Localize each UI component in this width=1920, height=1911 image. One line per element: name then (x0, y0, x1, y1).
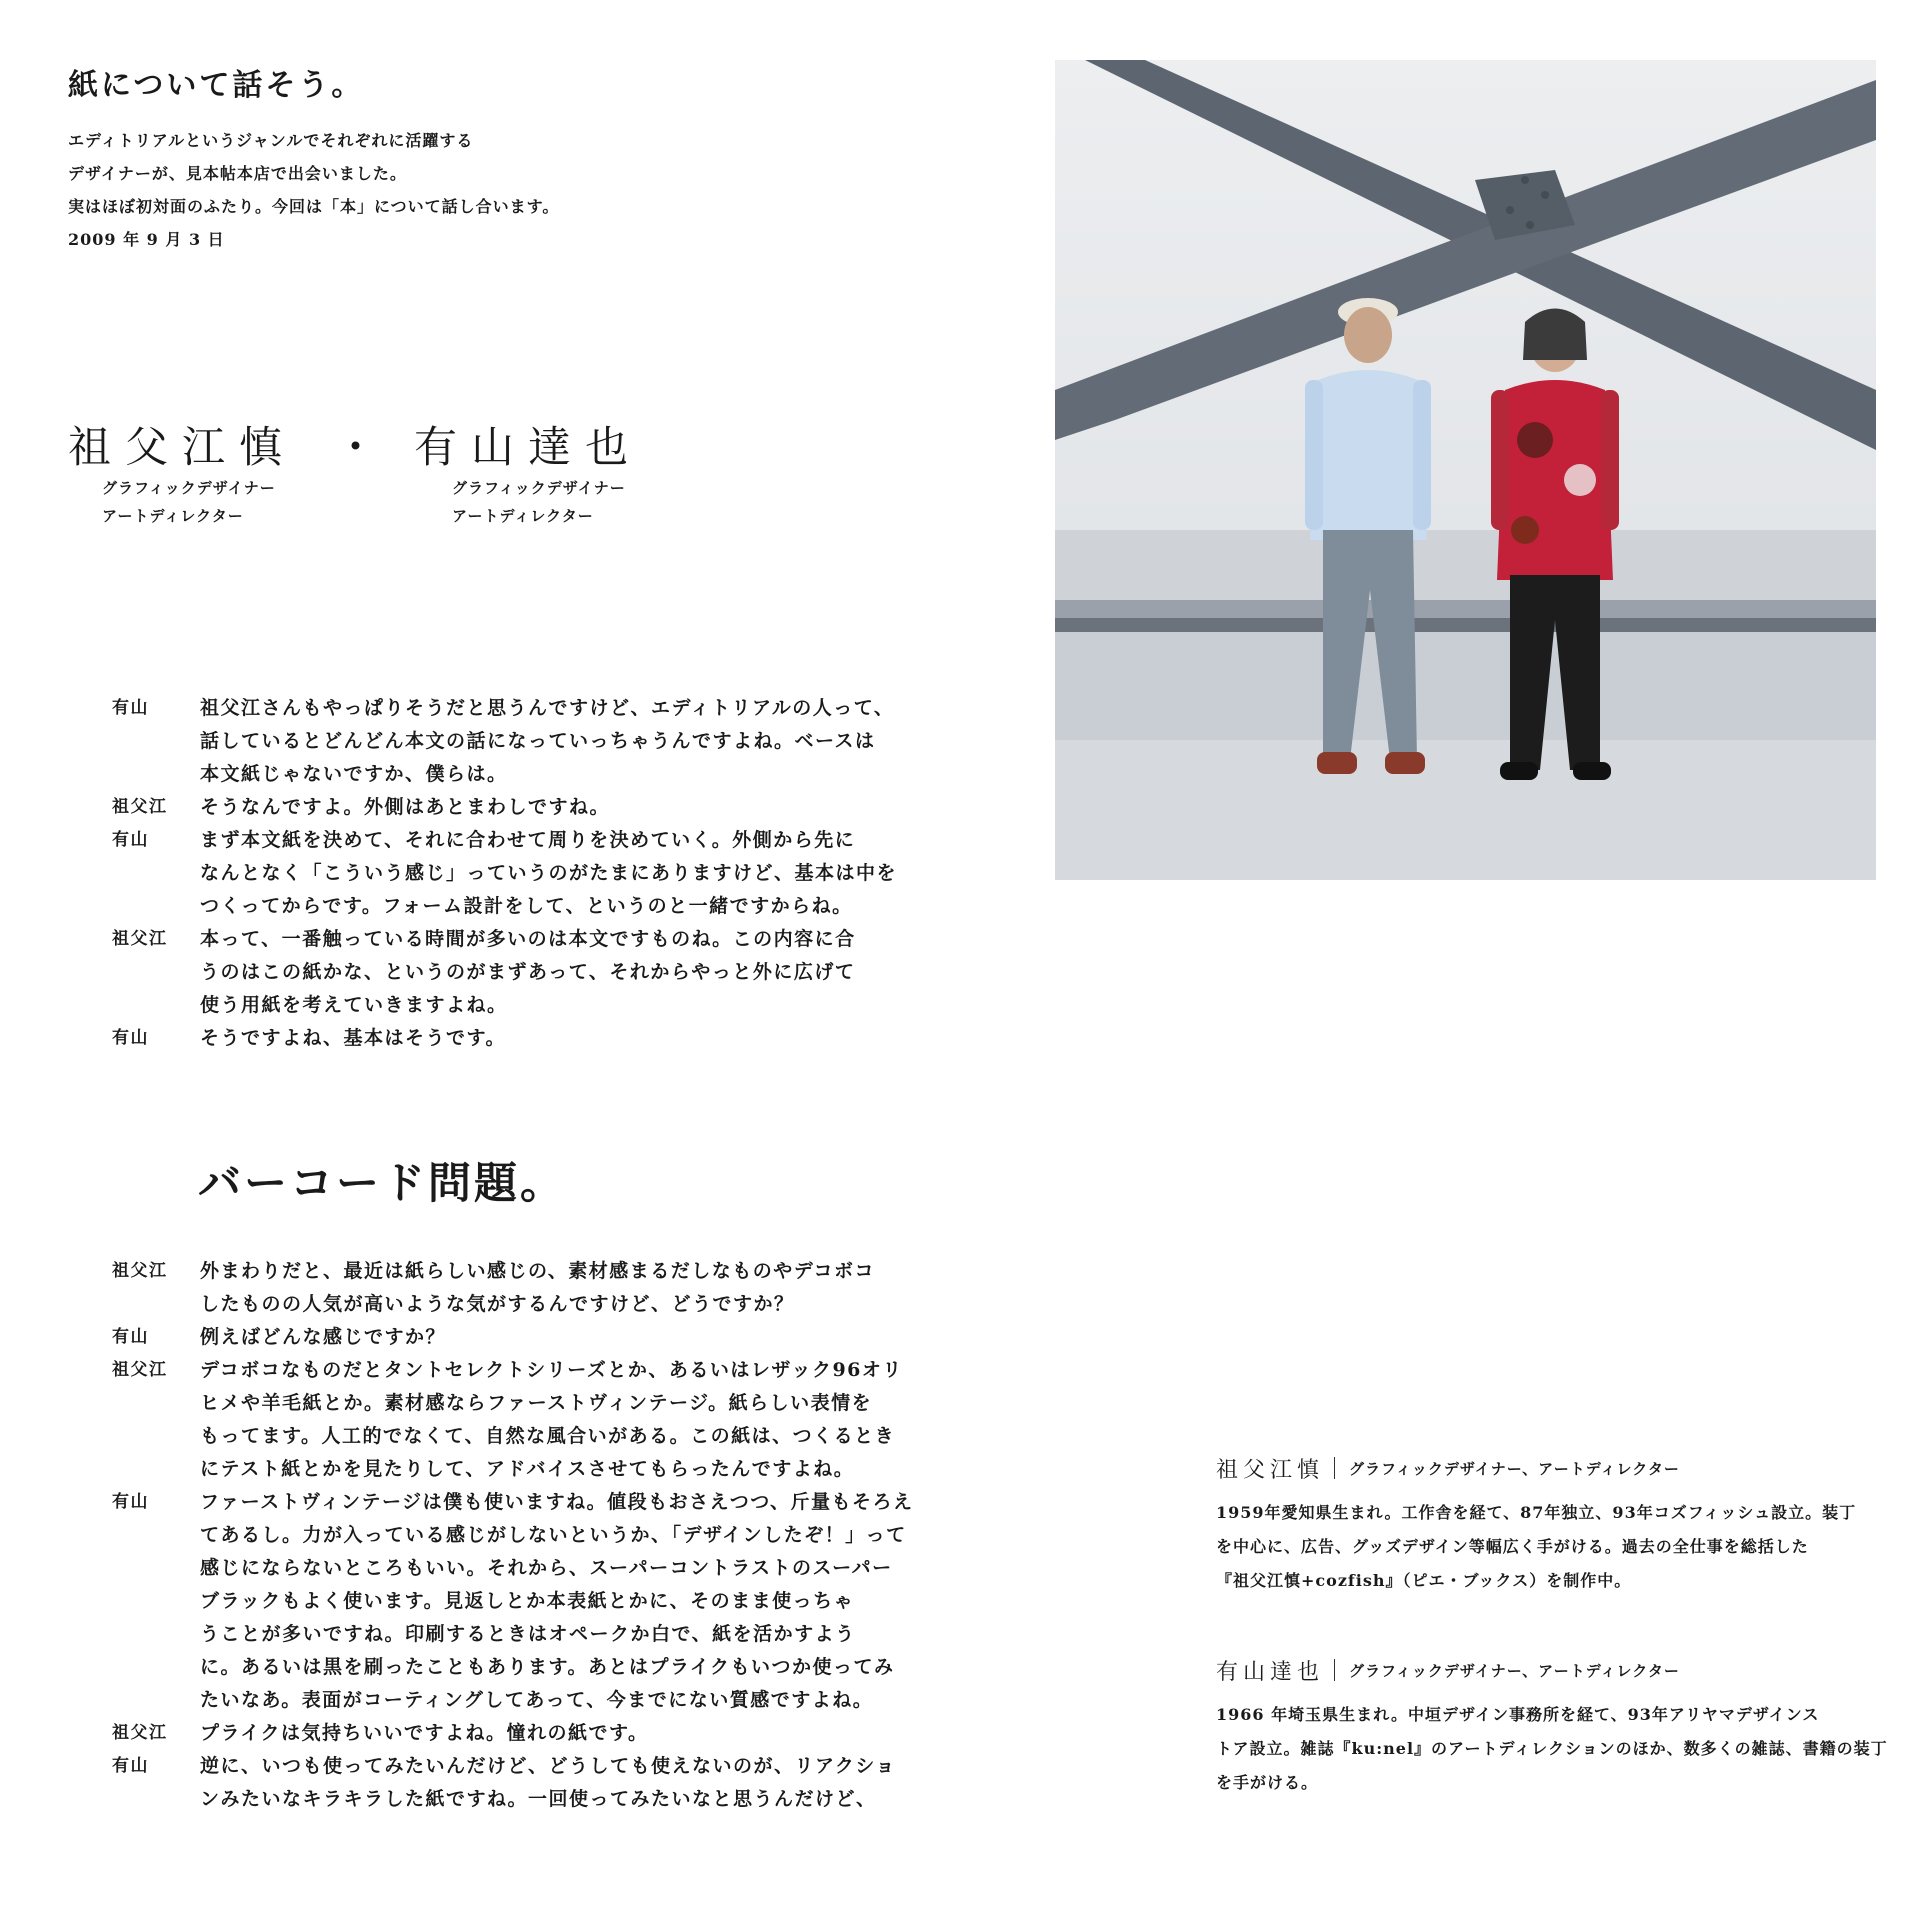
dialog-line (112, 1453, 902, 1486)
dialog-line (112, 1618, 902, 1651)
dialog-line (112, 1750, 902, 1783)
dialog-text: てあるし。力が入っている感じがしないというか、「デザインしたぞ！」って (200, 1524, 907, 1546)
dialog-line (112, 989, 902, 1022)
dialog-text: 本って、一番触っている時間が多いのは本文ですものね。この内容に合 (200, 928, 856, 950)
dialog-line (112, 824, 902, 857)
dialog-line (112, 1519, 907, 1552)
dialog-text: 祖父江さんもやっぱりそうだと思うんですけど、エディトリアルの人って、 (200, 697, 895, 719)
dialog-text: そうなんですよ。外側はあとまわしですね。 (200, 796, 611, 818)
dialog-line (112, 1585, 902, 1618)
profile-role: グラフィックデザイナー、アートディレクター (1349, 1661, 1680, 1680)
role-label: アートディレクター (102, 507, 244, 525)
profile-bio-line: トア設立。雑誌『ku:nel』のアートディレクションのほか、数多くの雑誌、書籍の装丁 (1216, 1739, 1888, 1758)
name-right: 有山達也 (414, 423, 642, 473)
dialog-line (112, 1321, 902, 1354)
roles-right (452, 474, 626, 530)
profile-divider (1334, 1457, 1335, 1479)
role-label: アートディレクター (452, 507, 594, 525)
intro-line: 実はほぼ初対面のふたり。今回は「本」について話し合います。 (68, 197, 560, 216)
dialog-line (112, 923, 902, 956)
profile-name: 祖父江慎 (1216, 1457, 1325, 1483)
profile-header (1216, 1450, 1870, 1486)
profile-bio-line: を手がける。 (1216, 1773, 1319, 1792)
roles-left (102, 474, 276, 530)
speaker-label: 祖父江 (112, 1261, 168, 1281)
dialog-section-1 (112, 692, 902, 1055)
speaker-label: 有山 (112, 1327, 149, 1347)
section-heading-barcode: バーコード問題。 (198, 1159, 566, 1209)
dialog-line (112, 1651, 902, 1684)
dialog-line (112, 1783, 902, 1816)
speaker-label: 有山 (112, 830, 149, 850)
dialog-text: 感じにならないところもいい。それから、スーパーコントラストのスーパー (200, 1557, 893, 1579)
dialog-text: 例えばどんな感じですか？ (200, 1326, 447, 1348)
dialog-text: つくってからです。フォーム設計をして、というのと一緒ですからね。 (200, 895, 853, 917)
profile-divider (1334, 1659, 1335, 1681)
intro-line: デザイナーが、見本帖本店で出会いました。 (68, 164, 407, 183)
dialog-line (112, 1486, 914, 1519)
intro-text (68, 124, 559, 256)
profile-role: グラフィックデザイナー、アートディレクター (1349, 1459, 1680, 1478)
dialog-line (112, 1255, 902, 1288)
dialog-section-2 (112, 1255, 914, 1816)
dialog-text: たいなあ。表面がコーティングしてあって、今までにない質感ですよね。 (200, 1689, 874, 1711)
dialog-text: なんとなく「こういう感じ」っていうのがたまにありますけど、基本は中を (200, 862, 898, 884)
speaker-label: 祖父江 (112, 797, 168, 817)
dialog-text: 使う用紙を考えていきますよね。 (200, 994, 508, 1016)
speaker-label: 祖父江 (112, 1360, 168, 1380)
dialog-line (112, 890, 902, 923)
intro-line: エディトリアルというジャンルでそれぞれに活躍する (68, 131, 474, 150)
dialog-text: 本文紙じゃないですか、僕らは。 (200, 763, 508, 785)
dialog-line (112, 1387, 902, 1420)
dialog-text: ンみたいなキラキラした紙ですね。一回使ってみたいなと思うんだけど、 (200, 1788, 877, 1810)
dialog-text: うのはこの紙かな、というのがまずあって、それからやっと外に広げて (200, 961, 856, 983)
dialog-line (112, 791, 902, 824)
dialog-line (112, 857, 902, 890)
dialog-text: したものの人気が高いような気がするんですけど、どうですか？ (200, 1293, 795, 1315)
portrait-photo (1055, 60, 1876, 880)
profile-bio-line: 1959年愛知県生まれ。工作舎を経て、87年独立、93年コズフィッシュ設立。装丁 (1216, 1503, 1857, 1522)
dialog-text: 逆に、いつも使ってみたいんだけど、どうしても使えないのが、リアクショ (200, 1755, 897, 1777)
speaker-label: 祖父江 (112, 929, 168, 949)
profile-bio-line: を中心に、広告、グッズデザイン等幅広く手がける。過去の全仕事を総括した (1216, 1537, 1809, 1556)
profile-bio-line: 『祖父江慎+cozfish』（ピエ・ブックス）を制作中。 (1216, 1571, 1632, 1590)
page-title: 紙について話そう。 (68, 68, 365, 103)
speaker-label: 有山 (112, 698, 149, 718)
dialog-line (112, 1354, 902, 1387)
dialog-text: ファーストヴィンテージは僕も使いますね。値段もおさえつつ、斤量もそろえ (200, 1491, 914, 1513)
speaker-label: 有山 (112, 1028, 149, 1048)
dialog-text: もってます。人工的でなくて、自然な風合いがある。この紙は、つくるとき (200, 1425, 896, 1447)
name-left: 祖父江慎 (68, 423, 296, 473)
profile-ariyama (1216, 1652, 1888, 1800)
dialog-text: デコボコなものだとタントセレクトシリーズとか、あるいはレザック96オリ (200, 1359, 903, 1381)
dialog-text: うことが多いですね。印刷するときはオペークか白で、紙を活かすよう (200, 1623, 856, 1645)
dialog-text: に。あるいは黒を刷ったこともあります。あとはプライクもいつか使ってみ (200, 1656, 895, 1678)
dialog-text: 話しているとどんどん本文の話になっていっちゃうんですよね。ベースは (200, 730, 876, 752)
profile-sobue (1216, 1450, 1870, 1598)
name-separator: ・ (334, 423, 377, 473)
dialog-text: 外まわりだと、最近は紙らしい感じの、素材感まるだしなものやデコボコ (200, 1260, 875, 1282)
dialog-text: ブラックもよく使います。見返しとか本表紙とかに、そのまま使っちゃ (200, 1590, 855, 1612)
dialog-text: プライクは気持ちいいですよね。憧れの紙です。 (200, 1722, 649, 1744)
dialog-line (112, 725, 902, 758)
role-label: グラフィックデザイナー (102, 479, 276, 497)
dialog-line (112, 758, 902, 791)
dialog-line (112, 956, 902, 989)
dialog-line (112, 1022, 902, 1055)
profile-header (1216, 1652, 1870, 1688)
speaker-label: 有山 (112, 1756, 149, 1776)
intro-date: 2009 年 9 月 3 日 (68, 230, 225, 249)
profile-bio (1216, 1698, 1888, 1800)
speaker-label: 祖父江 (112, 1723, 168, 1743)
profile-bio-line: 1966 年埼玉県生まれ。中垣デザイン事務所を経て、93年アリヤマデザインス (1216, 1705, 1820, 1724)
role-label: グラフィックデザイナー (452, 479, 626, 497)
dialog-line (112, 1552, 902, 1585)
dialog-line (112, 692, 902, 725)
dialog-line (112, 1288, 902, 1321)
dialog-text: そうですよね、基本はそうです。 (200, 1027, 506, 1049)
dialog-text: ヒメや羊毛紙とか。素材感ならファーストヴィンテージ。紙らしい表情を (200, 1392, 873, 1414)
profile-bio (1216, 1496, 1870, 1598)
dialog-line (112, 1684, 902, 1717)
dialog-text: にテスト紙とかを見たりして、アドバイスさせてもらったんですよね。 (200, 1458, 855, 1480)
portrait-photo-illustration (1055, 60, 1876, 880)
dialog-line (112, 1717, 902, 1750)
dialog-text: まず本文紙を決めて、それに合わせて周りを決めていく。外側から先に (200, 829, 856, 851)
profile-name: 有山達也 (1216, 1659, 1325, 1685)
dialog-line (112, 1420, 902, 1453)
speaker-label: 有山 (112, 1492, 149, 1512)
